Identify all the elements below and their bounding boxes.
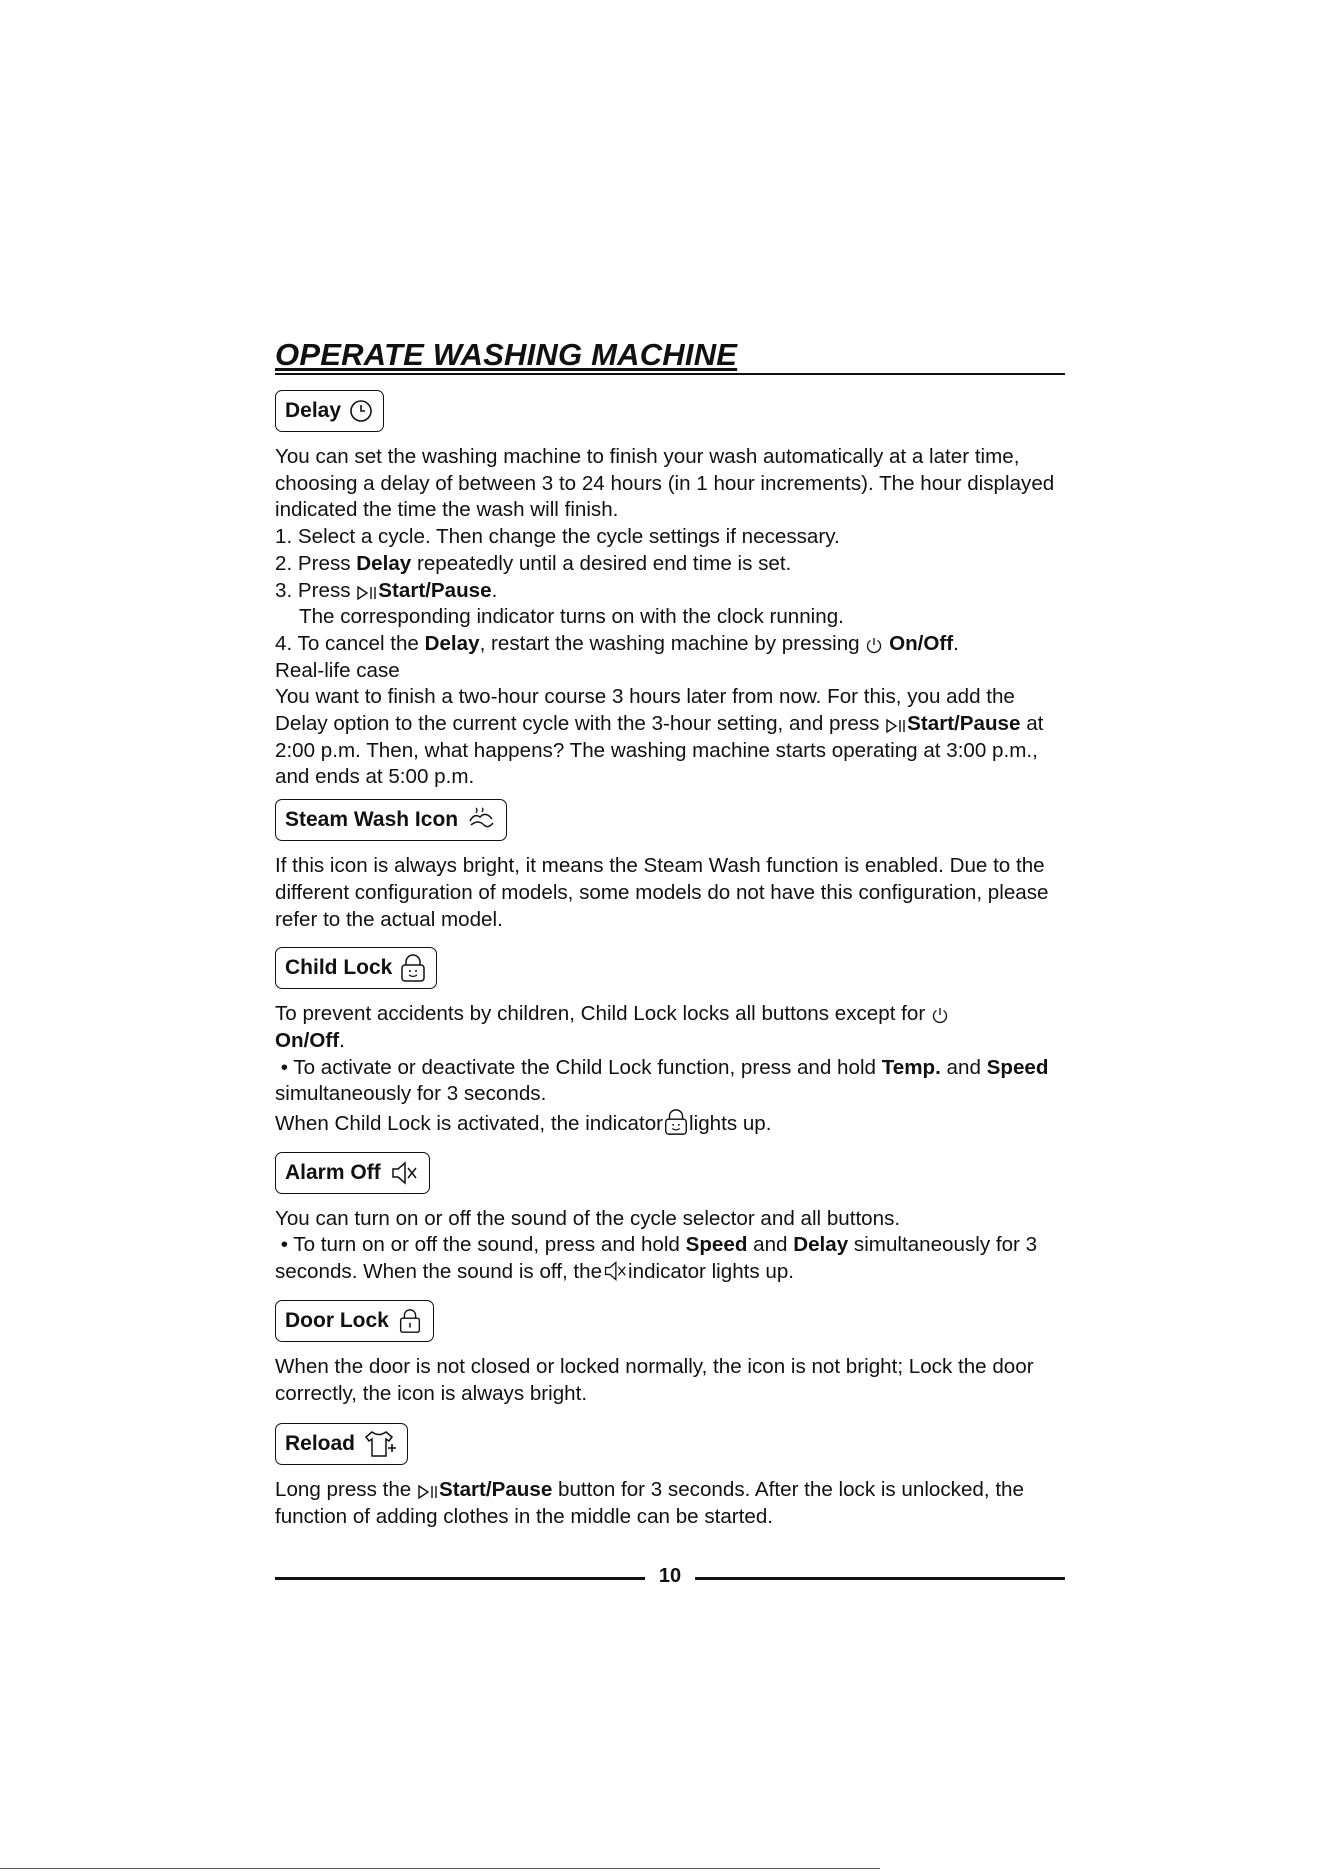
- steam-wash-label: Steam Wash Icon: [285, 808, 459, 832]
- delay-intro: You can set the washing machine to finish your wash automatically at a later time, choosing a delay of between 3 to 24 hours (in 1 hour increments). The hour displayed indicated the time the wash will finish.: [275, 445, 1055, 522]
- door-lock-icon: [397, 1307, 423, 1335]
- real-life-case-text: You want to finish a two-hour course 3 hours later from now. For this, you add the Delay option to the current cycle with the 3-hour setting, and press Start/Pause at 2:00 p.m. Then, what happens? The washing machine starts operating at 3:00 p.m., and ends at 5:00 p.m.: [275, 685, 1044, 789]
- page-title: OPERATE WASHING MACHINE: [275, 337, 738, 372]
- reload-shirt-icon: [363, 1429, 397, 1459]
- child-lock-icon: [400, 953, 426, 983]
- title-row: [275, 335, 1065, 375]
- child-lock-label: Child Lock: [285, 956, 393, 980]
- footer-rule-right: [695, 1577, 1065, 1580]
- child-lock-icon: [663, 1108, 689, 1136]
- play-pause-icon: [417, 1484, 439, 1500]
- delay-label: Delay: [285, 399, 342, 422]
- reload-label: Reload: [285, 1432, 356, 1456]
- play-pause-icon: [356, 585, 378, 601]
- child-lock-bullet: • To activate or deactivate the Child Lock function, press and hold Temp. and Speed simultaneously for 3 seconds.: [275, 1055, 1049, 1106]
- real-life-case-title: Real-life case: [275, 658, 400, 682]
- mute-icon: [602, 1259, 628, 1283]
- delay-heading: [275, 390, 384, 432]
- power-icon: [931, 1006, 949, 1024]
- steam-wash-heading: [275, 799, 507, 841]
- delay-step-1: 1. Select a cycle. Then change the cycle settings if necessary.: [275, 525, 840, 549]
- play-pause-icon: [885, 718, 907, 734]
- scan-edge-line: [0, 1868, 880, 1869]
- alarm-off-heading: [275, 1152, 430, 1194]
- child-lock-heading: [275, 947, 437, 989]
- child-lock-text: To prevent accidents by children, Child Lock locks all buttons except for On/Off.: [275, 1001, 1065, 1054]
- reload-text: Long press the Start/Pause button for 3 seconds. After the lock is unlocked, the function of adding clothes in the middle can be started.: [275, 1478, 1024, 1528]
- clock-icon: [349, 399, 373, 423]
- manual-page: [275, 335, 1065, 1531]
- alarm-off-text: You can turn on or off the sound of the cycle selector and all buttons.: [275, 1206, 901, 1230]
- door-lock-text: When the door is not closed or locked normally, the icon is not bright; Lock the door correctly, the icon is always bright.: [275, 1354, 1034, 1405]
- power-icon: [865, 636, 883, 654]
- delay-step-4: 4. To cancel the Delay, restart the washing machine by pressing On/Off.: [275, 631, 959, 655]
- reload-heading: [275, 1423, 408, 1465]
- page-footer: [275, 1565, 1065, 1591]
- delay-step-3-note: The corresponding indicator turns on with the clock running.: [299, 605, 844, 629]
- door-lock-label: Door Lock: [285, 1308, 389, 1332]
- mute-icon: [389, 1159, 419, 1187]
- delay-step-3: 3. Press Start/Pause.: [275, 578, 498, 602]
- door-lock-heading: [275, 1300, 434, 1342]
- alarm-off-bullet: • To turn on or off the sound, press and hold Speed and Delay simultaneously for 3 seconds. When the sound is off, the indicator lights up.: [275, 1233, 1038, 1284]
- delay-step-2: 2. Press Delay repeatedly until a desired end time is set.: [275, 551, 792, 575]
- child-lock-indicator-line: When Child Lock is activated, the indicator lights up.: [275, 1108, 1065, 1138]
- alarm-off-label: Alarm Off: [285, 1160, 381, 1184]
- steam-wash-text: If this icon is always bright, it means the Steam Wash function is enabled. Due to the different configuration of models, some models do not have this configuration, please refer to the actual model.: [275, 854, 1049, 931]
- steam-icon: [466, 807, 496, 833]
- page-number: 10: [658, 1565, 682, 1587]
